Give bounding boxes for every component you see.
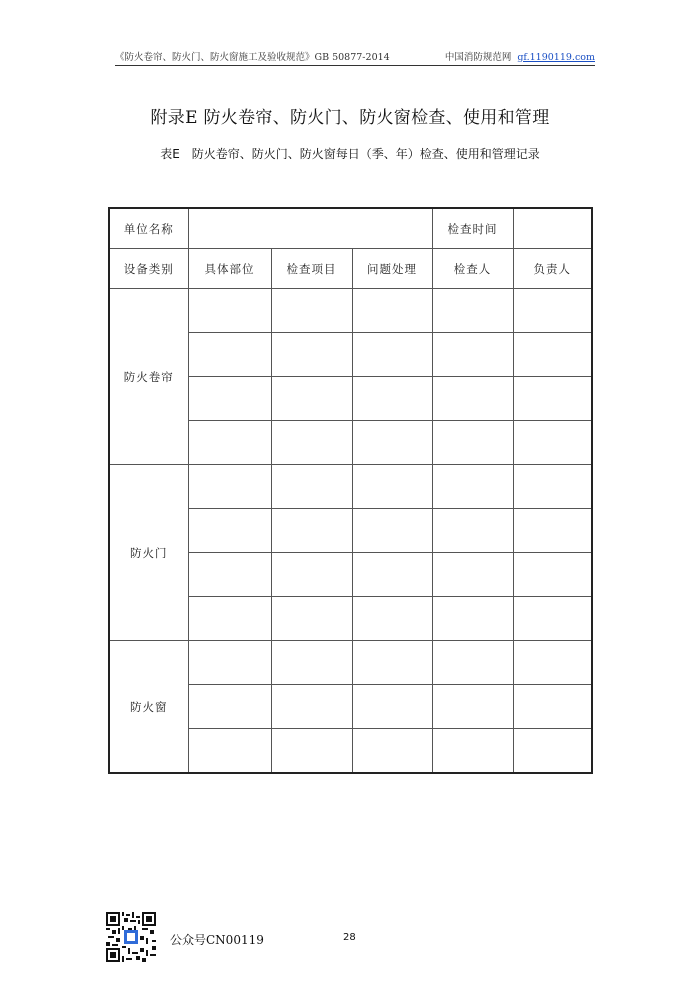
table-cell[interactable] [188, 641, 271, 685]
table-cell[interactable] [432, 553, 513, 597]
table-row-unit [109, 208, 592, 249]
inspection-record-table [108, 207, 593, 774]
col-header-check-item: 检查项目 [271, 249, 352, 289]
table-cell[interactable] [188, 465, 271, 509]
page-header [115, 53, 595, 66]
col-header-inspector: 检查人 [432, 249, 513, 289]
table-cell[interactable] [352, 685, 432, 729]
table-row [109, 289, 592, 333]
header-site-name: 中国消防规范网 [444, 52, 512, 63]
table-cell[interactable] [432, 465, 513, 509]
table-row [109, 641, 592, 685]
page-number: 28 [343, 932, 356, 943]
col-header-category: 设备类别 [109, 249, 188, 289]
table-cell[interactable] [352, 553, 432, 597]
table-cell[interactable] [271, 465, 352, 509]
col-header-issue-handling: 问题处理 [352, 249, 432, 289]
check-time-value-cell[interactable] [513, 208, 592, 249]
table-cell[interactable] [352, 729, 432, 774]
unit-name-label: 单位名称 [109, 208, 188, 249]
table-caption: 表E 防火卷帘、防火门、防火窗每日（季、年）检查、使用和管理记录 [160, 147, 540, 161]
table-cell[interactable] [188, 553, 271, 597]
footer-wechat-label: 公众号CN00119 [170, 933, 264, 947]
table-cell[interactable] [271, 641, 352, 685]
table-cell[interactable] [513, 289, 592, 333]
table-cell[interactable] [188, 333, 271, 377]
category-fire-window: 防火窗 [109, 641, 188, 774]
table-cell[interactable] [513, 465, 592, 509]
table-cell[interactable] [513, 509, 592, 553]
table-cell[interactable] [352, 597, 432, 641]
table-cell[interactable] [271, 729, 352, 774]
table-cell[interactable] [513, 377, 592, 421]
unit-name-value-cell[interactable] [188, 208, 432, 249]
category-fire-shutter: 防火卷帘 [109, 289, 188, 465]
table-header-row [109, 249, 592, 289]
table-cell[interactable] [513, 421, 592, 465]
table-cell[interactable] [352, 641, 432, 685]
table-cell[interactable] [432, 597, 513, 641]
table-cell[interactable] [352, 465, 432, 509]
table-cell[interactable] [513, 553, 592, 597]
table-cell[interactable] [271, 509, 352, 553]
table-cell[interactable] [352, 289, 432, 333]
table-cell[interactable] [432, 729, 513, 774]
table-cell[interactable] [432, 685, 513, 729]
table-cell[interactable] [271, 377, 352, 421]
table-cell[interactable] [432, 333, 513, 377]
table-cell[interactable] [432, 641, 513, 685]
category-fire-door: 防火门 [109, 465, 188, 641]
col-header-responsible: 负责人 [513, 249, 592, 289]
table-cell[interactable] [271, 421, 352, 465]
qr-code-icon [106, 912, 156, 962]
table-cell[interactable] [513, 685, 592, 729]
col-header-location: 具体部位 [188, 249, 271, 289]
table-cell[interactable] [188, 289, 271, 333]
table-cell[interactable] [513, 333, 592, 377]
table-cell[interactable] [432, 421, 513, 465]
table-cell[interactable] [188, 377, 271, 421]
table-cell[interactable] [271, 685, 352, 729]
table-cell[interactable] [271, 553, 352, 597]
table-cell[interactable] [271, 597, 352, 641]
table-cell[interactable] [352, 333, 432, 377]
table-cell[interactable] [271, 333, 352, 377]
table-cell[interactable] [352, 509, 432, 553]
table-cell[interactable] [188, 729, 271, 774]
table-cell[interactable] [271, 289, 352, 333]
table-cell[interactable] [188, 685, 271, 729]
table-cell[interactable] [352, 377, 432, 421]
table-row [109, 465, 592, 509]
table-cell[interactable] [513, 597, 592, 641]
page-title: 附录E 防火卷帘、防火门、防火窗检查、使用和管理 [150, 108, 550, 128]
header-standard-title: 《防火卷帘、防火门、防火窗施工及验收规范》GB 50877-2014 [115, 52, 390, 63]
table-cell[interactable] [188, 421, 271, 465]
table-cell[interactable] [432, 289, 513, 333]
table-cell[interactable] [352, 421, 432, 465]
table-cell[interactable] [513, 641, 592, 685]
table-cell[interactable] [513, 729, 592, 774]
table-cell[interactable] [432, 377, 513, 421]
check-time-label: 检查时间 [432, 208, 513, 249]
table-cell[interactable] [188, 597, 271, 641]
header-site-link[interactable]: gf.1190119.com [517, 52, 595, 63]
table-cell[interactable] [432, 509, 513, 553]
header-site [445, 53, 595, 63]
table-cell[interactable] [188, 509, 271, 553]
